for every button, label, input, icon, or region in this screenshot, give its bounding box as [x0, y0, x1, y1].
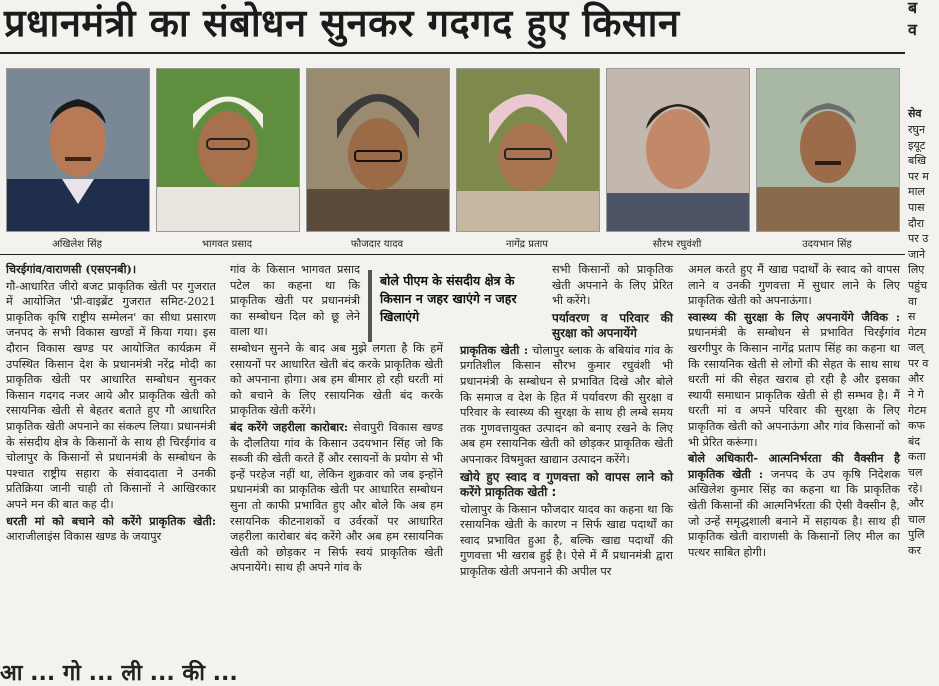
col3-subhead-3: खोये हुए स्वाद व गुणवत्ता को वापस लाने को करेंगे प्राकृतिक खेती : [460, 469, 673, 499]
sidebar-line: पर व [908, 356, 929, 370]
sidebar-line: माल [908, 185, 925, 199]
col2-paragraph-3: सेवापुरी विकास खण्ड के दौलतिया गांव के किसान उदयभान सिंह जो कि सब्जी की खेती करते हैं और रसायनों के प्रयोग से भी इन्हें परहेज नहीं था, लेकिन शुक्रवार को जब इन्होंने प्रधानमंत्री का प्राकृतिक खेती पर आधारित सम्बोधन सुना तो काफी प्रभावित हुए और बोले कि अब हम रसायनिक कीटनाशकों व उर्वरकों पर आधारित जहरीला कारोबार बंद करेंगे और अब हम रसायनिक खेती को छोड़कर न सिर्फ स्वयं प्राकृतिक खेती अपनायेंगे। साथ ही अपने गांव के [230, 420, 443, 575]
sidebar-line: ने गे [908, 388, 924, 402]
photo-rule [0, 254, 905, 255]
sidebar-line: जाने [908, 247, 926, 261]
sidebar-line: व [908, 20, 917, 39]
photo-nagendra-pratap [456, 68, 600, 232]
sidebar-line [908, 60, 939, 76]
col1-subhead: धरती मां को बचाने को करेंगे प्राकृतिक खेती: [6, 513, 216, 528]
col2-paragraph-2: सम्बोधन सुनने के बाद अब मुझे लगता है कि हमें रसायनों पर आधारित खेती बंद करके प्राकृतिक खेती को अपनाना होगा। अब हम बीमार हो रही धरती मां को बचाने के लिए रसायनिक खेती बंद करके प्राकृतिक खेती करेंगे। [230, 341, 443, 418]
headline-rule [0, 52, 905, 54]
caption-1: अखिलेश सिंह [52, 239, 102, 250]
photo-udaybhan-singh [756, 68, 900, 232]
col2-subhead: बंद करेंगे जहरीला कारोबार: [230, 419, 349, 434]
sidebar-line: पर उ [908, 232, 929, 246]
sidebar-line: और [908, 497, 924, 511]
photo-faujdar-yadav [306, 68, 450, 232]
col4-subhead-2: बोले अधिकारी- आत्मनिर्भरता की वैक्सीन है प्राकृतिक खेती : [688, 451, 900, 481]
sidebar-line: गेटम [908, 325, 927, 339]
photo-bhagwat-prasad [156, 68, 300, 232]
column-1 [6, 262, 216, 546]
sidebar-line: पर म [908, 169, 929, 183]
sidebar-line [908, 44, 939, 60]
col2-paragraph-1: गांव के किसान भागवत प्रसाद पटेल का कहना था कि प्राकृतिक खेती पर प्रधानमंत्री का सम्बोधन दिल को छू लेने वाला था। [230, 263, 360, 339]
sidebar-line: कर [908, 544, 921, 557]
sidebar-line: कफ [908, 419, 925, 433]
col3-subhead-1: पर्यावरण व परिवार की सुरक्षा को अपनायेंगे [552, 310, 673, 340]
sidebar-line [908, 91, 939, 107]
sidebar-line: पहुंच [908, 278, 928, 292]
col4-paragraph-1: अमल करते हुए मैं खाद्य पदार्थों के स्वाद को वापस लाने व उनकी गुणवत्ता में सुधार लाने के लिए प्राकृतिक खेती को अपनाऊंगा। [688, 263, 900, 308]
col3-paragraph-3: चोलापुर के किसान फौजदार यादव का कहना था कि रसायनिक खेती के कारण न सिर्फ खाद्य पदार्थों का स्वाद प्रभावित हुआ है, बल्कि खाद्य पदार्थों की गुणवत्ता भी खराब हुई है। ऐसे में मैं प्रधानमंत्री द्वारा प्राकृतिक खेती अपनाने की अपील पर [460, 502, 673, 578]
sidebar-line: कता [908, 450, 926, 464]
col4-paragraph-2: प्रधानमंत्री के सम्बोधन से प्रभावित चिरईगांव खरगीपुर के किसान नागेंद्र प्रताप सिंह का कहना था कि रसायनिक खेती से लोगों की सेहत के साथ साथ धरती मां की सेहत खराब हो रही है और इसका स्थायी समाधान प्राकृतिक खेती से ही सम्भव है। मैं धरती मां व अपने परिवार की सुरक्षा के लिए प्राकृतिक खेती को अपनाऊंगा और गांव किसानों को भी प्रेरित करूंगा। [688, 326, 900, 449]
column-3 [460, 262, 673, 581]
col4-subhead-1: स्वास्थ्य की सुरक्षा के लिए अपनायेंगे जैविक : [688, 309, 900, 324]
sidebar-line: दौरा [908, 216, 925, 230]
dateline: चिरईगांव/वाराणसी (एसएनबी)। [6, 262, 137, 276]
sidebar-line: चाल [908, 512, 926, 526]
column-4 [688, 262, 900, 561]
photo-akhilesh-singh [6, 68, 150, 232]
col1-paragraph: गौ-आधारित जीरो बजट प्राकृतिक खेती पर गुजरात में आयोजित 'प्री-वाइब्रेंट गुजरात समिट-2021 प्राकृतिक कृषि राष्ट्रीय सम्मेलन' का सीधा प्रसारण जनपद के सभी विकास खण्डों में किया गया। इस दौरान विकास खण्ड पर आयोजित कार्यक्रम में उपस्थित किसान देश के प्रधानमंत्री नरेंद्र मोदी का प्राकृतिक खेती पर आधारित सम्बोधन सुनकर किसान गदगद नजर आये और प्राकृतिक खेती को रसायनिक खेती से बेहतर बताते हुए गौ आधारित प्राकृतिक खेती अपनाने का संकल्प लिया। प्रधानमंत्री के संसदीय क्षेत्र के किसानों के साथ ही चिरईगांव व चोलापुर के किसानों से प्रधानमंत्री के सम्बोधन के पश्चात राष्ट्रीय सहारा के संवाददाता ने उनकी प्रतिक्रिया जानी चाही तो किसानों ने आखिरकार अपने मन की बात कह दी। [6, 279, 216, 511]
sidebar-line: और [908, 372, 924, 386]
col3-paragraph-2: चोलापुर ब्लाक के बबियांव गांव के प्रगतिशील किसान सौरभ कुमार रघुवंशी भी प्रधानमंत्री के सम्बोधन से प्रभावित दिखे और बोले कि समाज व देश के हित में पर्यावरण की सुरक्षा व परिवार के स्वास्थ्य की सुरक्षा के साथ ही लम्बे समय तक गुणवत्तायुक्त उत्पादन को बनाए रखने के लिए अब हम रसायनिक खेती को छोड़कर प्राकृतिक खेती अपनाकर विषमुक्त खाद्यान उत्पादन करेंगे। [460, 343, 673, 466]
col3-paragraph-1: सभी किसानों को प्राकृतिक खेती अपनाने के लिए प्रेरित भी करेंगे। [552, 263, 673, 308]
sidebar-line: बंद [908, 434, 921, 448]
caption-3: फौजदार यादव [350, 239, 404, 250]
bottom-cutoff-strip: आ ... गो ... ली ... की ... [0, 661, 238, 686]
sidebar-line: ब [908, 0, 918, 17]
caption-5: सौरभ रघुवंशी [652, 239, 702, 250]
adjacent-article-sidebar [908, 0, 939, 675]
sidebar-line: जल् [908, 341, 924, 355]
sidebar-line: रघुन [908, 122, 926, 136]
sidebar-line: पुलि [908, 528, 925, 542]
sidebar-line: इयूट [908, 138, 926, 152]
col3-subhead-2: प्राकृतिक खेती : [460, 342, 529, 357]
sidebar-line: गेटम [908, 403, 927, 417]
sidebar-line [908, 75, 939, 91]
caption-2: भागवत प्रसाद [201, 239, 253, 250]
caption-6: उदयभान सिंह [802, 239, 852, 250]
sidebar-line: पास [908, 200, 925, 214]
sidebar-line: लिए [908, 263, 925, 277]
col4-paragraph-3: जनपद के उप कृषि निदेशक अखिलेश कुमार सिंह का कहना था कि प्राकृतिक खेती किसानों की आत्मनिर्भरता की ऐसी वैक्सीन है, जो उन्हें समृद्धशाली बनाने में सहायक है। साथ ही प्राकृतिक खेती वाराणसी के किसानों लिए मील का पत्थर साबित होगी। [688, 467, 900, 559]
sidebar-line: रहे। [908, 481, 923, 495]
col1-paragraph-2: आराजीलाइंस विकास खण्ड के जयापुर [6, 530, 162, 544]
sidebar-line: वा [908, 294, 917, 308]
sidebar-line: चल [908, 466, 923, 480]
headline: प्रधानमंत्री का संबोधन सुनकर गदगद हुए किसान [4, 1, 680, 45]
pull-quote: बोले पीएम के संसदीय क्षेत्र के किसान न जहर खाएंगे न जहर खिलाएंगे [368, 270, 548, 342]
photo-saurabh-raghuvanshi [606, 68, 750, 232]
sidebar-line: सेव [908, 107, 922, 121]
sidebar-line: बखि [908, 154, 927, 168]
sidebar-line: स [908, 310, 916, 324]
caption-4: नागेंद्र प्रताप [506, 239, 548, 250]
